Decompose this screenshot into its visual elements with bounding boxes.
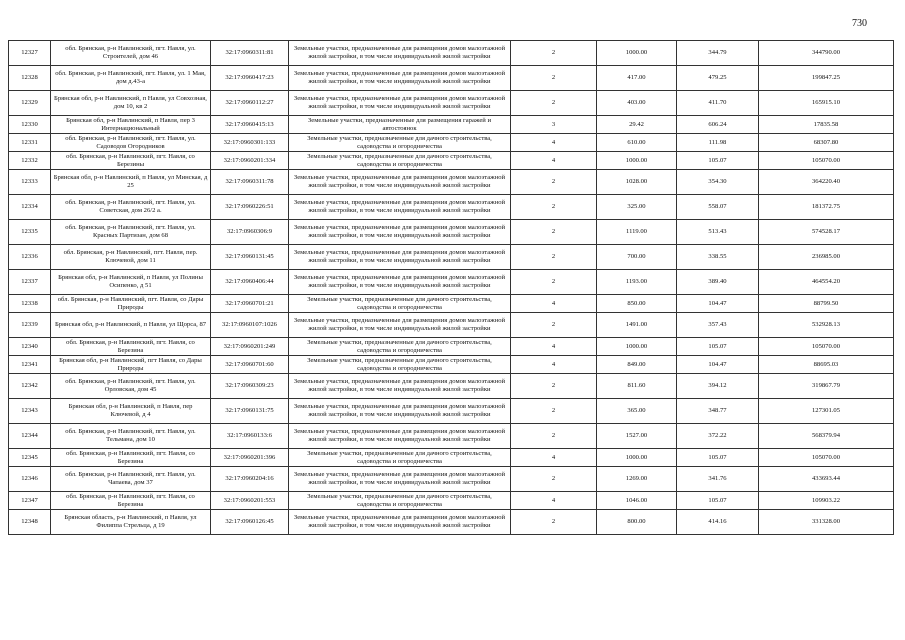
row-id-cell: 12332 — [9, 152, 51, 170]
cadastral-value-cell: 165915.10 — [759, 91, 894, 116]
cadastral-number-cell: 32:17:0960131:45 — [211, 245, 289, 270]
area-cell: 417.00 — [597, 66, 677, 91]
category-cell: 2 — [511, 467, 597, 492]
land-use-cell: Земельные участки, предназначенные для размещения домов малоэтажной жилой застройки, в том числе индивидуальной жилой застройки — [289, 41, 511, 66]
specific-value-cell: 105.07 — [677, 492, 759, 510]
specific-value-cell: 348.77 — [677, 399, 759, 424]
area-cell: 1193.00 — [597, 270, 677, 295]
cadastral-number-cell: 32:17:0960417:23 — [211, 66, 289, 91]
category-cell: 2 — [511, 313, 597, 338]
specific-value-cell: 414.16 — [677, 510, 759, 535]
category-cell: 4 — [511, 152, 597, 170]
category-cell: 2 — [511, 170, 597, 195]
cadastral-number-cell: 32:17:0960133:6 — [211, 424, 289, 449]
cadastral-number-cell: 32:17:0960126:45 — [211, 510, 289, 535]
specific-value-cell: 105.07 — [677, 152, 759, 170]
address-cell: обл. Брянская, р-н Навлинский, пгт. Навля, со Березина — [51, 492, 211, 510]
table-row — [9, 492, 894, 510]
address-cell: обл. Брянская, р-н Навлинский, пгт. Навля, ул. 1 Мая, дом д.43-а — [51, 66, 211, 91]
cadastral-value-cell: 568379.94 — [759, 424, 894, 449]
land-use-cell: Земельные участки, предназначенные для дачного строительства, садоводства и огородничества — [289, 449, 511, 467]
table-row — [9, 295, 894, 313]
category-cell: 2 — [511, 270, 597, 295]
specific-value-cell: 411.70 — [677, 91, 759, 116]
area-cell: 1269.00 — [597, 467, 677, 492]
area-cell: 800.00 — [597, 510, 677, 535]
cadastral-number-cell: 32:17:0960201:396 — [211, 449, 289, 467]
land-use-cell: Земельные участки, предназначенные для дачного строительства, садоводства и огородничества — [289, 356, 511, 374]
specific-value-cell: 104.47 — [677, 356, 759, 374]
table-row — [9, 449, 894, 467]
land-use-cell: Земельные участки, предназначенные для размещения домов малоэтажной жилой застройки, в том числе индивидуальной жилой застройки — [289, 424, 511, 449]
specific-value-cell: 357.43 — [677, 313, 759, 338]
land-use-cell: Земельные участки, предназначенные для размещения домов малоэтажной жилой застройки, в том числе индивидуальной жилой застройки — [289, 245, 511, 270]
cadastral-value-cell: 464554.20 — [759, 270, 894, 295]
address-cell: обл. Брянская, р-н Навлинский, пгт. Навля, ул. Строителей, дом 46 — [51, 41, 211, 66]
cadastral-number-cell: 32:17:0960301:133 — [211, 134, 289, 152]
land-use-cell: Земельные участки, предназначенные для дачного строительства, садоводства и огородничества — [289, 134, 511, 152]
category-cell: 2 — [511, 220, 597, 245]
area-cell: 849.00 — [597, 356, 677, 374]
table-row — [9, 91, 894, 116]
land-use-cell: Земельные участки, предназначенные для размещения домов малоэтажной жилой застройки, в том числе индивидуальной жилой застройки — [289, 510, 511, 535]
address-cell: обл. Брянская, р-н Навлинский, пгт. Навля, ул. Красных Партизан, дом 68 — [51, 220, 211, 245]
row-id-cell: 12335 — [9, 220, 51, 245]
table-row — [9, 374, 894, 399]
address-cell: Брянская обл, р-н Навлинский, п Навля, ул Совхозная, дом 10, кв 2 — [51, 91, 211, 116]
area-cell: 29.42 — [597, 116, 677, 134]
cadastral-number-cell: 32:17:0960131:75 — [211, 399, 289, 424]
land-use-cell: Земельные участки, предназначенные для размещения домов малоэтажной жилой застройки, в том числе индивидуальной жилой застройки — [289, 399, 511, 424]
category-cell: 2 — [511, 424, 597, 449]
row-id-cell: 12347 — [9, 492, 51, 510]
row-id-cell: 12328 — [9, 66, 51, 91]
area-cell: 811.60 — [597, 374, 677, 399]
address-cell: обл. Брянская, р-н Навлинский, пгт. Навля, со Березины — [51, 152, 211, 170]
row-id-cell: 12344 — [9, 424, 51, 449]
specific-value-cell: 341.76 — [677, 467, 759, 492]
cadastral-number-cell: 32:17:0960226:51 — [211, 195, 289, 220]
row-id-cell: 12336 — [9, 245, 51, 270]
category-cell: 2 — [511, 399, 597, 424]
specific-value-cell: 344.79 — [677, 41, 759, 66]
table-row — [9, 356, 894, 374]
cadastral-value-cell: 319867.79 — [759, 374, 894, 399]
category-cell: 2 — [511, 41, 597, 66]
row-id-cell: 12341 — [9, 356, 51, 374]
table-row — [9, 152, 894, 170]
specific-value-cell: 394.12 — [677, 374, 759, 399]
cadastral-number-cell: 32:17:0960311:78 — [211, 170, 289, 195]
row-id-cell: 12329 — [9, 91, 51, 116]
cadastral-number-cell: 32:17:0960204:16 — [211, 467, 289, 492]
land-use-cell: Земельные участки, предназначенные для дачного строительства, садоводства и огородничества — [289, 152, 511, 170]
cadastral-value-cell: 17835.58 — [759, 116, 894, 134]
cadastral-value-cell: 105070.00 — [759, 338, 894, 356]
category-cell: 4 — [511, 134, 597, 152]
category-cell: 4 — [511, 338, 597, 356]
cadastral-value-cell: 109903.22 — [759, 492, 894, 510]
cadastral-number-cell: 32:17:0960406:44 — [211, 270, 289, 295]
area-cell: 1000.00 — [597, 41, 677, 66]
cadastral-value-cell: 199847.25 — [759, 66, 894, 91]
category-cell: 4 — [511, 295, 597, 313]
land-use-cell: Земельные участки, предназначенные для размещения домов малоэтажной жилой застройки, в том числе индивидуальной жилой застройки — [289, 220, 511, 245]
cadastral-value-cell: 105070.00 — [759, 152, 894, 170]
address-cell: Брянская обл, р-н Навлинский, п Навля, ул Щорса, 87 — [51, 313, 211, 338]
row-id-cell: 12345 — [9, 449, 51, 467]
table-row — [9, 116, 894, 134]
land-use-cell: Земельные участки, предназначенные для размещения домов малоэтажной жилой застройки, в том числе индивидуальной жилой застройки — [289, 313, 511, 338]
category-cell: 2 — [511, 374, 597, 399]
area-cell: 1000.00 — [597, 152, 677, 170]
category-cell: 2 — [511, 195, 597, 220]
cadastral-value-cell: 127301.05 — [759, 399, 894, 424]
address-cell: обл. Брянская, р-н Навлинский, пгт. Навля, со Дары Природы — [51, 295, 211, 313]
address-cell: обл. Брянская, р-н Навлинский, пгт. Навля, ул. Орловская, дом 45 — [51, 374, 211, 399]
row-id-cell: 12330 — [9, 116, 51, 134]
land-use-cell: Земельные участки, предназначенные для дачного строительства, садоводства и огородничества — [289, 492, 511, 510]
specific-value-cell: 105.07 — [677, 338, 759, 356]
area-cell: 1028.00 — [597, 170, 677, 195]
cadastral-number-cell: 32:17:0960306:9 — [211, 220, 289, 245]
cadastral-number-cell: 32:17:0960701:60 — [211, 356, 289, 374]
cadastral-value-table — [8, 40, 894, 535]
cadastral-value-cell: 88799.50 — [759, 295, 894, 313]
specific-value-cell: 479.25 — [677, 66, 759, 91]
table-row — [9, 41, 894, 66]
table-row — [9, 467, 894, 492]
cadastral-number-cell: 32:17:0960201:249 — [211, 338, 289, 356]
cadastral-value-cell: 236985.00 — [759, 245, 894, 270]
table-row — [9, 399, 894, 424]
specific-value-cell: 372.22 — [677, 424, 759, 449]
specific-value-cell: 104.47 — [677, 295, 759, 313]
category-cell: 2 — [511, 245, 597, 270]
category-cell: 4 — [511, 492, 597, 510]
table-row — [9, 270, 894, 295]
category-cell: 2 — [511, 66, 597, 91]
table-row — [9, 134, 894, 152]
cadastral-value-cell: 574528.17 — [759, 220, 894, 245]
cadastral-number-cell: 32:17:0960701:21 — [211, 295, 289, 313]
area-cell: 1527.00 — [597, 424, 677, 449]
cadastral-number-cell: 32:17:0960309:23 — [211, 374, 289, 399]
cadastral-value-cell: 364220.40 — [759, 170, 894, 195]
cadastral-value-cell: 433693.44 — [759, 467, 894, 492]
cadastral-number-cell: 32:17:0960201:553 — [211, 492, 289, 510]
table-row — [9, 313, 894, 338]
area-cell: 1119.00 — [597, 220, 677, 245]
cadastral-value-cell: 88695.03 — [759, 356, 894, 374]
specific-value-cell: 105.07 — [677, 449, 759, 467]
land-use-cell: Земельные участки, предназначенные для дачного строительства, садоводства и огородничества — [289, 338, 511, 356]
row-id-cell: 12348 — [9, 510, 51, 535]
category-cell: 4 — [511, 356, 597, 374]
area-cell: 700.00 — [597, 245, 677, 270]
table-row — [9, 510, 894, 535]
table-row — [9, 195, 894, 220]
address-cell: обл. Брянская, р-н Навлинский, пгт. Навля, со Березина — [51, 449, 211, 467]
area-cell: 1046.00 — [597, 492, 677, 510]
row-id-cell: 12339 — [9, 313, 51, 338]
address-cell: обл. Брянская, р-н Навлинский, пгт. Навля, ул. Садоводов Огородников — [51, 134, 211, 152]
address-cell: обл. Брянская, р-н Навлинский, пгт. Навля, ул. Тельмана, дом 10 — [51, 424, 211, 449]
table-row — [9, 424, 894, 449]
cadastral-number-cell: 32:17:0960201:334 — [211, 152, 289, 170]
area-cell: 365.00 — [597, 399, 677, 424]
land-use-cell: Земельные участки, предназначенные для дачного строительства, садоводства и огородничества — [289, 295, 511, 313]
cadastral-number-cell: 32:17:0960311:81 — [211, 41, 289, 66]
land-use-cell: Земельные участки, предназначенные для размещения гаражей и автостоянок — [289, 116, 511, 134]
row-id-cell: 12346 — [9, 467, 51, 492]
row-id-cell: 12334 — [9, 195, 51, 220]
page-number: 730 — [852, 18, 867, 29]
row-id-cell: 12331 — [9, 134, 51, 152]
address-cell: Брянская обл, р-н Навлинский, п Навля, пер 3 Интернациональный — [51, 116, 211, 134]
land-use-cell: Земельные участки, предназначенные для размещения домов малоэтажной жилой застройки, в том числе индивидуальной жилой застройки — [289, 91, 511, 116]
address-cell: обл. Брянская, р-н Навлинский, пгт. Навля, ул. Чапаева, дом 37 — [51, 467, 211, 492]
cadastral-value-cell: 344790.00 — [759, 41, 894, 66]
land-use-cell: Земельные участки, предназначенные для размещения домов малоэтажной жилой застройки, в том числе индивидуальной жилой застройки — [289, 66, 511, 91]
table-row — [9, 245, 894, 270]
address-cell: обл. Брянская, р-н Навлинский, пгт. Навля, со Березина — [51, 338, 211, 356]
specific-value-cell: 606.24 — [677, 116, 759, 134]
category-cell: 4 — [511, 449, 597, 467]
table-row — [9, 66, 894, 91]
specific-value-cell: 111.98 — [677, 134, 759, 152]
address-cell: обл. Брянская, р-н Навлинский, пгт. Навля, ул. Советская, дом 26/2 а. — [51, 195, 211, 220]
specific-value-cell: 354.30 — [677, 170, 759, 195]
specific-value-cell: 338.55 — [677, 245, 759, 270]
land-use-cell: Земельные участки, предназначенные для размещения домов малоэтажной жилой застройки, в том числе индивидуальной жилой застройки — [289, 467, 511, 492]
area-cell: 1491.00 — [597, 313, 677, 338]
address-cell: Брянская обл, р-н Навлинский, пгт Навля, со Дары Природы — [51, 356, 211, 374]
specific-value-cell: 513.43 — [677, 220, 759, 245]
address-cell: Брянская обл, р-н Навлинский, п Навля, ул Полины Осипенко, д 51 — [51, 270, 211, 295]
table-row — [9, 220, 894, 245]
cadastral-value-cell: 68307.80 — [759, 134, 894, 152]
address-cell: Брянская обл, р-н Навлинский, п Навля, пер Ключевой, д 4 — [51, 399, 211, 424]
category-cell: 2 — [511, 510, 597, 535]
land-use-cell: Земельные участки, предназначенные для размещения домов малоэтажной жилой застройки, в том числе индивидуальной жилой застройки — [289, 270, 511, 295]
cadastral-value-cell: 331328.00 — [759, 510, 894, 535]
area-cell: 610.00 — [597, 134, 677, 152]
land-use-cell: Земельные участки, предназначенные для размещения домов малоэтажной жилой застройки, в том числе индивидуальной жилой застройки — [289, 374, 511, 399]
specific-value-cell: 389.40 — [677, 270, 759, 295]
cadastral-value-cell: 181372.75 — [759, 195, 894, 220]
row-id-cell: 12337 — [9, 270, 51, 295]
table-row — [9, 338, 894, 356]
land-use-cell: Земельные участки, предназначенные для размещения домов малоэтажной жилой застройки, в том числе индивидуальной жилой застройки — [289, 170, 511, 195]
cadastral-number-cell: 32:17:0960107:1026 — [211, 313, 289, 338]
cadastral-value-cell: 532928.13 — [759, 313, 894, 338]
category-cell: 3 — [511, 116, 597, 134]
cadastral-value-cell: 105070.00 — [759, 449, 894, 467]
area-cell: 850.00 — [597, 295, 677, 313]
specific-value-cell: 558.07 — [677, 195, 759, 220]
row-id-cell: 12333 — [9, 170, 51, 195]
category-cell: 2 — [511, 91, 597, 116]
area-cell: 403.00 — [597, 91, 677, 116]
row-id-cell: 12338 — [9, 295, 51, 313]
row-id-cell: 12343 — [9, 399, 51, 424]
cadastral-number-cell: 32:17:0960415:13 — [211, 116, 289, 134]
cadastral-number-cell: 32:17:0960112:27 — [211, 91, 289, 116]
area-cell: 1000.00 — [597, 449, 677, 467]
row-id-cell: 12327 — [9, 41, 51, 66]
address-cell: Брянская обл, р-н Навлинский, п Навля, ул Минская, д 25 — [51, 170, 211, 195]
land-use-cell: Земельные участки, предназначенные для размещения домов малоэтажной жилой застройки, в том числе индивидуальной жилой застройки — [289, 195, 511, 220]
row-id-cell: 12340 — [9, 338, 51, 356]
area-cell: 1000.00 — [597, 338, 677, 356]
row-id-cell: 12342 — [9, 374, 51, 399]
address-cell: Брянская область, р-н Навлинский, п Навля, ул Филиппа Стрельца, д 19 — [51, 510, 211, 535]
area-cell: 325.00 — [597, 195, 677, 220]
table-row — [9, 170, 894, 195]
address-cell: обл. Брянская, р-н Навлинский, пгт. Навля, пер. Ключевой, дом 11 — [51, 245, 211, 270]
